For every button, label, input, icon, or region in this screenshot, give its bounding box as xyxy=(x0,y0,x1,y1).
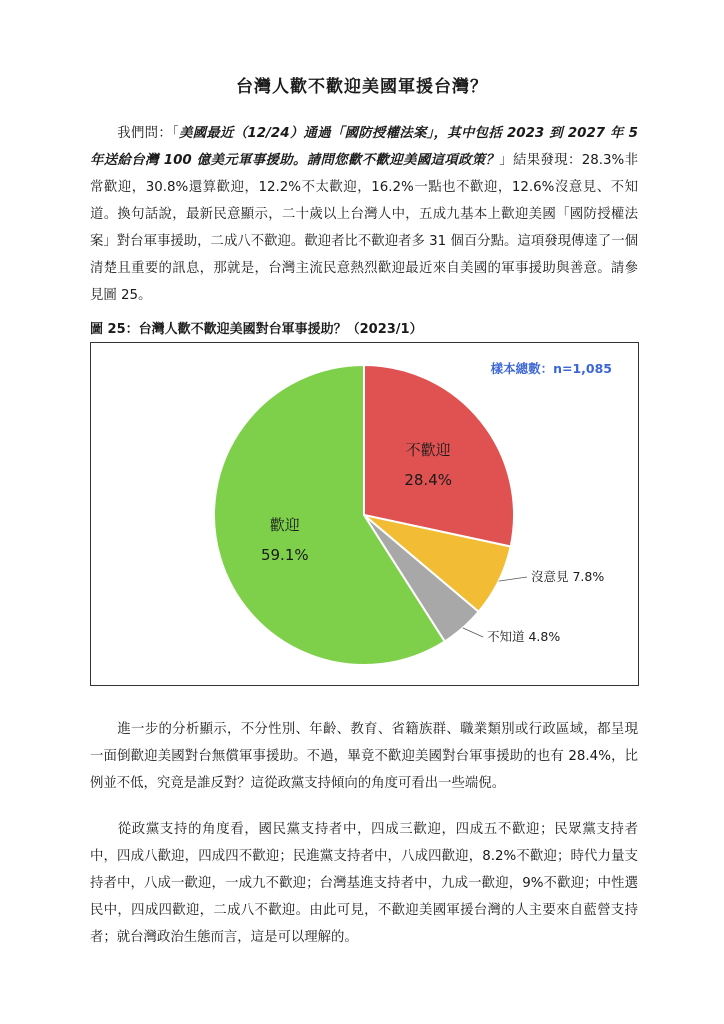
figure-caption: 圖 25：台灣人歡不歡迎美國對台軍事援助？（2023/1） xyxy=(90,322,423,337)
intro-prefix: 我們問：「 xyxy=(117,126,179,141)
slice-label-3: 歡迎 xyxy=(269,516,300,535)
page-title: 台灣人歡不歡迎美國軍援台灣？ xyxy=(236,77,488,97)
slice-outside-label-2: 不知道 4.8% xyxy=(487,629,561,644)
party-text: 從政黨支持的角度看，國民黨支持者中，四成三歡迎，四成五不歡迎；民眾黨支持者中，四成八歡迎，四成四不歡迎；民進黨支持者中，八成四歡迎，8.2%不歡迎；時代力量支持者中，八成一歡迎，一成九不歡迎；台灣基進支持者中，九成一歡迎，9%不歡迎；中性選民中，四成四歡迎，二成八不歡迎。由此可見，不歡迎美國軍援台灣的人主要來自藍營支持者；就台灣政治生態而言，這是可以理解的。 xyxy=(90,822,638,945)
leader-line-2 xyxy=(463,628,483,637)
pie-chart-frame xyxy=(90,342,639,686)
survey-question: 美國最近（12/24）通過「國防授權法案」，其中包括 2023 到 2027 年 5 年送給台灣 100 億美元軍事援助。請問您歡不歡迎美國這項政策？ xyxy=(90,126,638,168)
leader-line-1 xyxy=(499,577,527,581)
sample-size-label: 樣本總數：n=1,085 xyxy=(490,361,612,376)
intro-paragraph xyxy=(90,120,638,309)
analysis-text: 進一步的分析顯示，不分性別、年齡、教育、省籍族群、職業類別或行政區域，都呈現一面倒歡迎美國對台無償軍事援助。不過，畢竟不歡迎美國對台軍事援助的也有 28.4%，比例並不低，究竟是誰反對？這從政黨支持傾向的角度可看出一些端倪。 xyxy=(90,722,638,791)
intro-findings: 」結果發現：28.3%非常歡迎，30.8%還算歡迎，12.2%不太歡迎，16.2%一點也不歡迎，12.6%沒意見、不知道。換句話說，最新民意顯示，二十歲以上台灣人中，五成九基本上歡迎美國「國防授權法案」對台軍事援助，二成八不歡迎。歡迎者比不歡迎者多 31 個百分點。這項發現傳達了一個清楚且重要的訊息，那就是，台灣主流民意熱烈歡迎最近來自美國的軍事援助與善意。請參見圖 25。 xyxy=(90,153,638,303)
slice-value-0: 28.4% xyxy=(404,471,453,490)
slice-outside-label-1: 沒意見 7.8% xyxy=(531,569,605,584)
analysis-paragraph xyxy=(90,716,638,797)
party-paragraph xyxy=(90,816,638,951)
slice-label-0: 不歡迎 xyxy=(405,441,451,460)
slice-value-3: 59.1% xyxy=(260,546,309,565)
pie-chart xyxy=(91,343,638,685)
